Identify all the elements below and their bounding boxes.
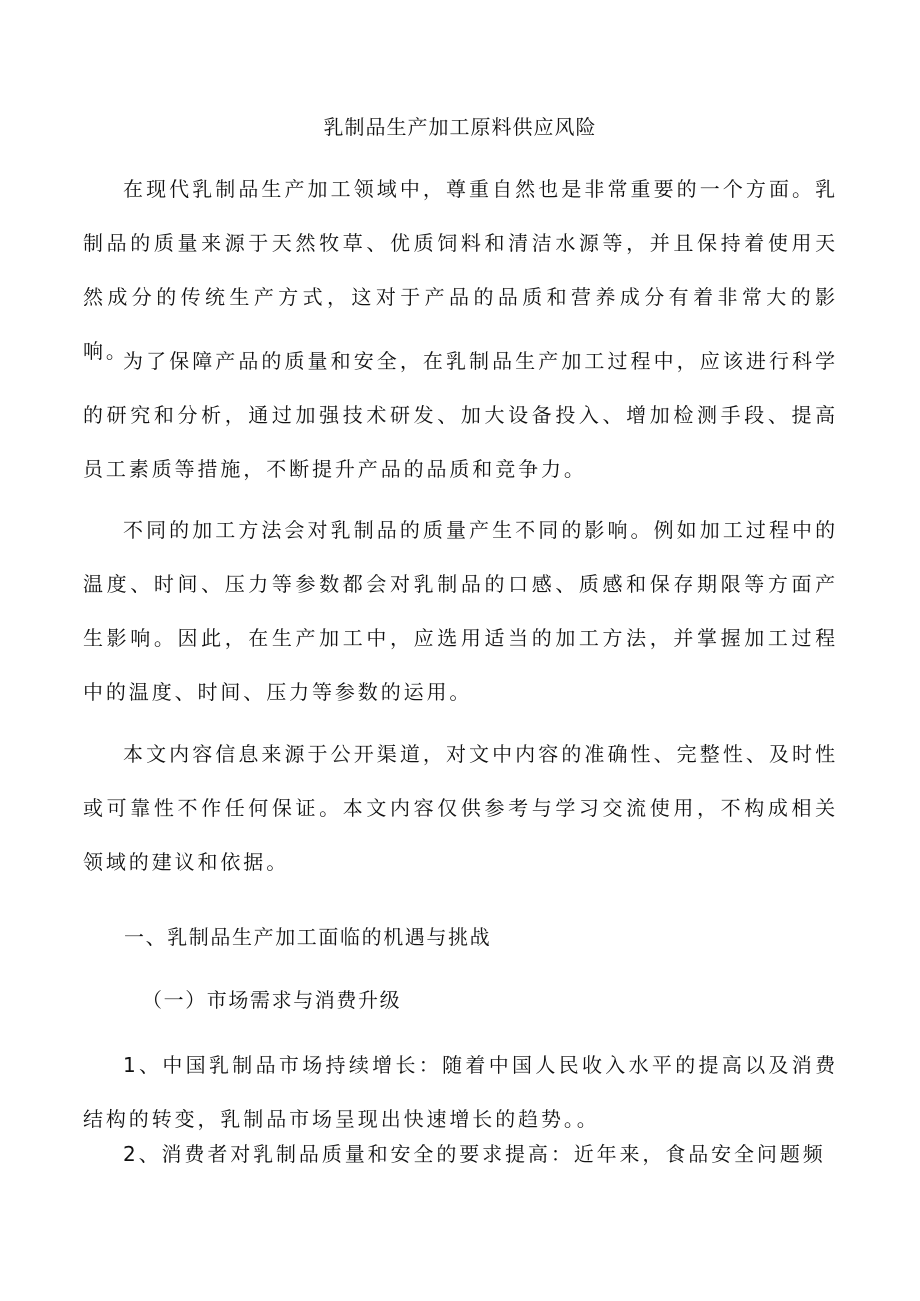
paragraph-quality-safety: 为了保障产品的质量和安全，在乳制品生产加工过程中，应该进行科学的研究和分析，通过加强技术研发、加大设备投入、增加检测手段、提高员工素质等措施，不断提升产品的品质和竞争力。: [83, 349, 838, 481]
paragraph-disclaimer: 本文内容信息来源于公开渠道，对文中内容的准确性、完整性、及时性或可靠性不作任何保证。本文内容仅供参考与学习交流使用，不构成相关领域的建议和依据。: [83, 742, 838, 874]
list-item-consumer-requirements: 2、消费者对乳制品质量和安全的要求提高：近年来，食品安全问题频: [123, 1142, 826, 1166]
subsection-heading: （一）市场需求与消费升级: [142, 988, 402, 1012]
paragraph-processing-methods: 不同的加工方法会对乳制品的质量产生不同的影响。例如加工过程中的温度、时间、压力等参数都会对乳制品的口感、质感和保存期限等方面产生影响。因此，在生产加工中，应选用适当的加工方法，并掌握加工过程中的温度、时间、压力等参数的运用。: [83, 518, 838, 704]
document-title: 乳制品生产加工原料供应风险: [323, 115, 597, 139]
section-heading: 一、乳制品生产加工面临的机遇与挑战: [124, 925, 492, 949]
list-item-market-growth: 1、中国乳制品市场持续增长：随着中国人民收入水平的提高以及消费结构的转变，乳制品市场呈现出快速增长的趋势。。: [83, 1053, 838, 1131]
paragraph-nature: 在现代乳制品生产加工领域中，尊重自然也是非常重要的一个方面。乳制品的质量来源于天然牧草、优质饲料和清洁水源等，并且保持着使用天然成分的传统生产方式，这对于产品的品质和营养成分有着非常大的影响。: [83, 177, 838, 363]
